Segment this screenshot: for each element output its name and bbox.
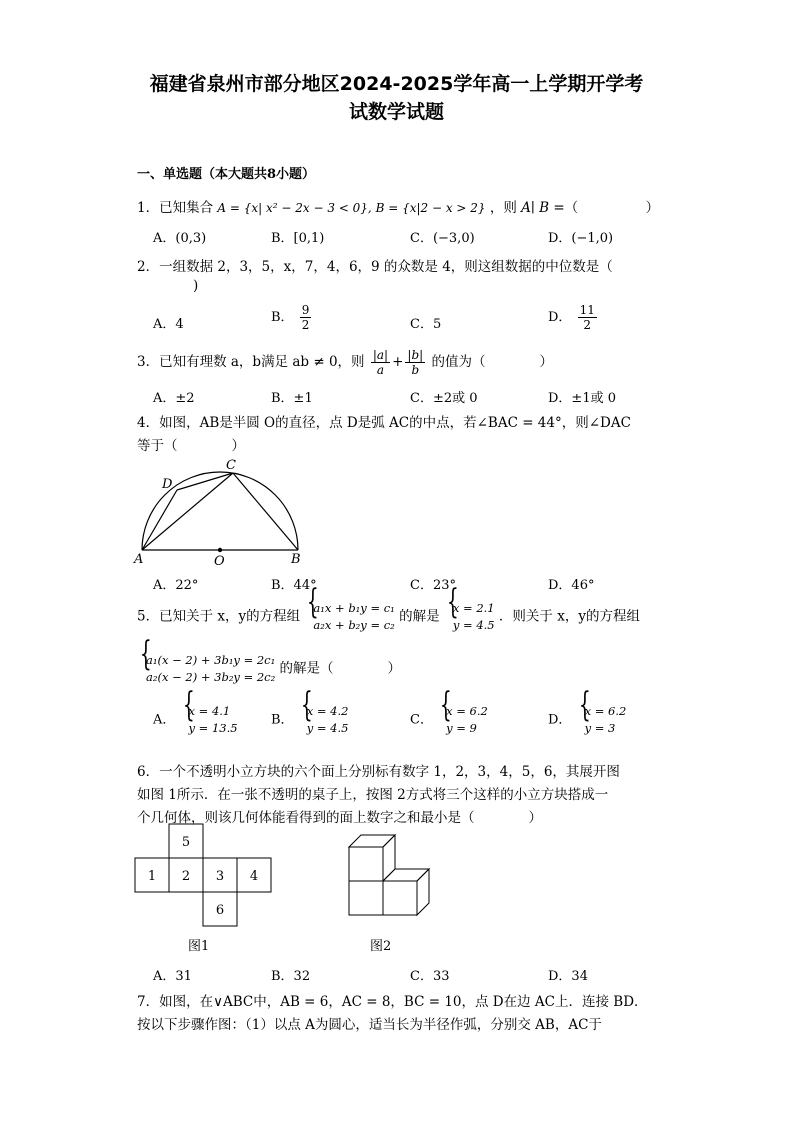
system-row: y = 9 bbox=[446, 721, 477, 735]
q5-text-a: 5．已知关于 x，y的方程组 bbox=[137, 608, 301, 625]
cube-net-figure bbox=[133, 822, 278, 957]
option-label: A． bbox=[153, 712, 176, 728]
q1-option-b: B．[0,1) bbox=[271, 231, 325, 246]
question-1 bbox=[137, 196, 659, 216]
fraction-denominator: 2 bbox=[301, 318, 310, 332]
net-digit: 5 bbox=[181, 835, 191, 850]
cube-side-face bbox=[417, 869, 429, 915]
q5-option-a bbox=[153, 703, 238, 737]
q7-line-2: 按以下步骤作图：（1）以点 A为圆心，适当长为半径作弧，分别交 AB，AC于 bbox=[137, 1017, 602, 1033]
net-digit: 2 bbox=[181, 869, 191, 884]
q4-option-d: D．46° bbox=[548, 578, 595, 593]
option-system bbox=[576, 703, 627, 737]
system-row: { x = 4.1 bbox=[188, 704, 231, 718]
q4-option-b: B．44° bbox=[271, 578, 317, 593]
q5-text-d: 的解是（ ） bbox=[279, 660, 402, 677]
system-row: { x = 6.2 bbox=[584, 704, 627, 718]
system-row: y = 4.5 bbox=[452, 618, 495, 632]
q1-text-b: ，则 bbox=[489, 200, 517, 216]
system-row: y = 3 bbox=[584, 721, 616, 735]
system-row: a₂x + b₂y = c₂ bbox=[313, 618, 395, 632]
q6-line-1: 6．一个不透明小立方块的六个面上分别标有数字 1，2，3，4，5，6，其展开图 bbox=[137, 764, 620, 780]
q3-fraction-b bbox=[405, 348, 425, 377]
option-system bbox=[298, 703, 349, 737]
q5-text-c: ．则关于 x，y的方程组 bbox=[498, 608, 640, 625]
fraction-denominator: b bbox=[411, 363, 420, 377]
q2-option-b bbox=[271, 303, 313, 332]
option-label: C． bbox=[410, 712, 433, 728]
system-row: { x = 2.1 bbox=[452, 601, 495, 615]
fig1-caption: 图1 bbox=[188, 939, 210, 954]
fraction-numerator: |b| bbox=[407, 348, 424, 362]
system-row: y = 4.5 bbox=[306, 721, 349, 735]
question-5-line-2 bbox=[137, 652, 401, 686]
cube-face bbox=[349, 847, 383, 881]
system-row: { x = 4.2 bbox=[306, 704, 349, 718]
label-o: O bbox=[214, 554, 225, 569]
page-title-line2: 试数学试题 bbox=[348, 101, 444, 123]
q4-option-a: A．22° bbox=[153, 578, 199, 593]
q6-option-c: C．33 bbox=[410, 969, 450, 984]
option-system bbox=[180, 703, 238, 737]
q5-system-1 bbox=[304, 600, 394, 634]
q1-option-a: A．(0,3) bbox=[153, 231, 207, 246]
net-digit: 3 bbox=[215, 869, 225, 884]
q2-line-2: ) bbox=[193, 278, 199, 294]
segment-ad bbox=[142, 490, 177, 550]
net-digit: 6 bbox=[215, 903, 225, 918]
system-row: { x = 6.2 bbox=[446, 704, 488, 718]
label-a: A bbox=[134, 552, 144, 567]
cube-side-face bbox=[383, 835, 395, 881]
net-digit: 1 bbox=[147, 869, 157, 884]
q1-option-d: D．(−1,0) bbox=[548, 231, 614, 246]
q2-option-b-label: B． bbox=[271, 310, 294, 325]
q5-text-b: 的解是 bbox=[399, 608, 440, 625]
q5-system-2 bbox=[137, 652, 275, 686]
q5-solution bbox=[444, 600, 495, 634]
cube-top-face bbox=[349, 835, 395, 847]
q6-option-b: B．32 bbox=[271, 969, 311, 984]
cube-face bbox=[383, 881, 417, 915]
q5-option-d bbox=[548, 703, 626, 737]
segment-dc bbox=[177, 473, 233, 490]
cube-top-face bbox=[383, 869, 429, 881]
option-system bbox=[437, 703, 488, 737]
system-row: { a₁(x − 2) + 3b₁y = 2c₁ bbox=[146, 653, 276, 667]
q2-option-b-fraction bbox=[300, 303, 312, 332]
option-label: D． bbox=[548, 712, 572, 728]
q3-option-a: A．±2 bbox=[153, 391, 195, 406]
q2-option-d bbox=[548, 303, 599, 332]
q6-option-a: A．31 bbox=[153, 969, 192, 984]
label-b: B bbox=[291, 552, 301, 567]
page-title: 福建省泉州市部分地区2024-2025学年高一上学期开学考 bbox=[149, 73, 644, 95]
q1-text-c: =（ ） bbox=[553, 200, 660, 216]
q6-line-2: 如图 1所示．在一张不透明的桌子上，按图 2方式将三个这样的小立方块搭成一 bbox=[137, 787, 609, 803]
q3-fraction-a bbox=[371, 348, 390, 377]
q5-option-c bbox=[410, 703, 488, 737]
q3-text-a: 3．已知有理数 a，b满足 ab ≠ 0，则 bbox=[137, 354, 365, 370]
q3-text-b: 的值为（ ） bbox=[431, 354, 553, 370]
fraction-numerator: 11 bbox=[579, 303, 595, 317]
label-d: D bbox=[162, 477, 173, 492]
q4-line-2: 等于（ ） bbox=[137, 438, 245, 454]
q2-line-1: 2．一组数据 2，3，5，x，7，4，6，9 的众数是 4，则这组数据的中位数是（ bbox=[137, 259, 613, 275]
q2-option-a: A．4 bbox=[153, 317, 184, 332]
q1-expr: A∣ B bbox=[521, 200, 550, 216]
section-heading: 一、单选题（本大题共8小题） bbox=[137, 167, 316, 182]
fraction-numerator: 9 bbox=[301, 303, 310, 317]
q5-option-b bbox=[271, 703, 348, 737]
q1-option-c: C．(−3,0) bbox=[410, 231, 475, 246]
q2-option-c: C．5 bbox=[410, 317, 442, 332]
q4-option-c: C．23° bbox=[410, 578, 456, 593]
semicircle-figure bbox=[132, 455, 312, 570]
fraction-numerator: |a| bbox=[372, 348, 389, 362]
fig2-caption: 图2 bbox=[370, 939, 392, 954]
q6-option-d: D．34 bbox=[548, 969, 588, 984]
q6-line-3: 个几何体，则该几何体能看得到的面上数字之和最小是（ ） bbox=[137, 810, 542, 826]
q3-option-d: D．±1或 0 bbox=[548, 391, 616, 406]
q1-text-a: 1．已知集合 bbox=[137, 200, 214, 216]
system-row: a₂(x − 2) + 3b₂y = 2c₂ bbox=[146, 670, 276, 684]
segment-ac bbox=[142, 473, 233, 550]
q1-sets: A = {x| x² − 2x − 3 < 0}, B = {x|2 − x > 2} bbox=[217, 201, 486, 215]
question-5-line-1 bbox=[137, 600, 640, 634]
label-c: C bbox=[226, 458, 236, 473]
cube-stack bbox=[349, 835, 429, 915]
system-row: { a₁x + b₁y = c₁ bbox=[313, 601, 395, 615]
net-digit: 4 bbox=[249, 869, 259, 884]
center-point bbox=[218, 548, 222, 552]
q7-line-1: 7．如图，在∨ABC中，AB = 6，AC = 8，BC = 10，点 D在边 AC上．连接 BD． bbox=[137, 994, 648, 1010]
q3-option-b: B．±1 bbox=[271, 391, 313, 406]
q4-line-1: 4．如图，AB是半圆 O的直径，点 D是弧 AC的中点，若∠BAC = 44°，则∠DAC bbox=[137, 415, 631, 431]
option-label: B． bbox=[271, 712, 294, 728]
fraction-denominator: a bbox=[376, 363, 385, 377]
q2-option-d-label: D． bbox=[548, 310, 572, 325]
cube-face bbox=[349, 881, 383, 915]
question-3: 3．已知有理数 a，b满足 ab ≠ 0，则 $\frac{|a|}{a}$ + $\frac{|b|}{b}$ 的值为（ ） bbox=[137, 348, 553, 377]
stacked-cubes-figure bbox=[343, 833, 438, 958]
q2-option-d-fraction bbox=[578, 303, 597, 332]
fraction-denominator: 2 bbox=[583, 318, 592, 332]
system-row: y = 13.5 bbox=[188, 721, 238, 735]
q3-option-c: C．±2或 0 bbox=[410, 391, 478, 406]
